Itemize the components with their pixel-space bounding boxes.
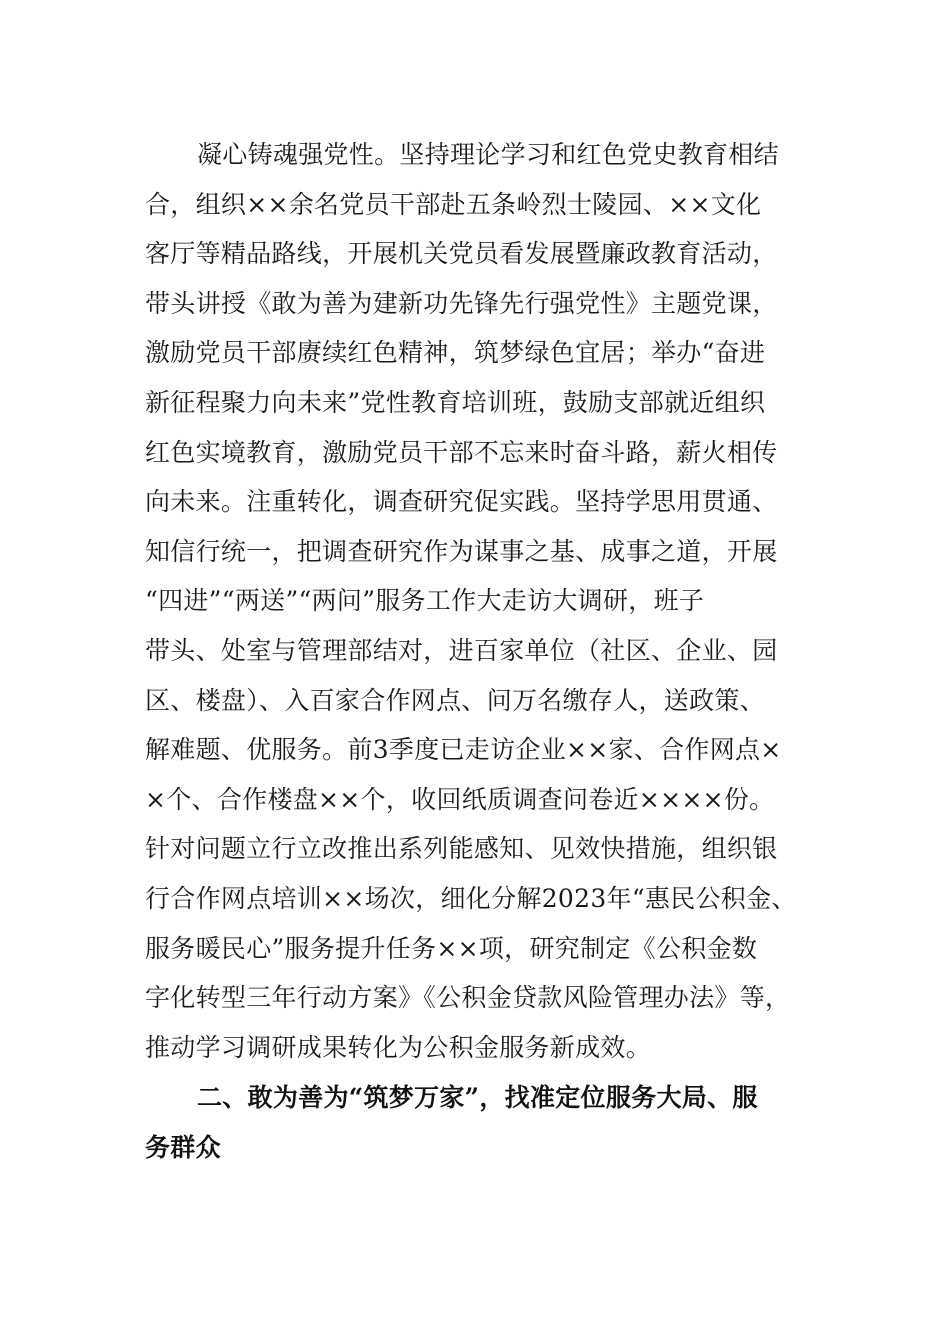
- paragraph-line: 推动学习调研成果转化为公积金服务新成效。: [145, 1032, 652, 1062]
- paragraph-line: 带头、处室与管理部结对，进百家单位（社区、企业、园: [145, 635, 778, 665]
- paragraph-line: 凝心铸魂强党性。坚持理论学习和红色党史教育相结: [197, 140, 779, 169]
- paragraph-line: ×个、合作楼盘××个，收回纸质调查问卷近××××份。: [145, 784, 775, 814]
- paragraph-line: 区、楼盘）、入百家合作网点、问万名缴存人，送政策、: [145, 685, 766, 715]
- paragraph-line: 客厅等精品路线，开展机关党员看发展暨廉政教育活动，: [145, 239, 778, 269]
- paragraph-line: 红色实境教育，激励党员干部不忘来时奋斗路，薪火相传: [145, 437, 778, 467]
- paragraph-line: 激励党员干部赓续红色精神，筑梦绿色宜居；举办“奋进: [145, 338, 766, 368]
- section-heading-line: 二、敢为善为“筑梦万家”，找准定位服务大局、服: [197, 1083, 758, 1112]
- paragraph-line: 合，组织××余名党员干部赴五条岭烈士陵园、××文化: [145, 189, 762, 219]
- paragraph-line: 服务暖民心”服务提升任务××项，研究制定《公积金数: [145, 933, 758, 963]
- paragraph-line: 向未来。注重转化，调查研究促实践。坚持学思用贯通、: [145, 487, 778, 517]
- paragraph-line: 新征程聚力向未来”党性教育培训班，鼓励支部就近组织: [145, 387, 766, 417]
- paragraph-line: “四进”“两送”“两问”服务工作大走访大调研，班子: [145, 586, 705, 616]
- body-paragraph: [145, 130, 810, 1072]
- paragraph-line: 字化转型三年行动方案》《公积金贷款风险管理办法》等，: [145, 983, 791, 1013]
- paragraph-line: 行合作网点培训××场次，细化分解2023年“惠民公积金、: [145, 883, 797, 913]
- section-heading: [145, 1073, 810, 1172]
- section-heading-line: 务群众: [145, 1132, 221, 1162]
- paragraph-line: 针对问题立行立改推出系列能感知、见效快措施，组织银: [145, 834, 778, 864]
- paragraph-line: 带头讲授《敢为善为建新功先锋先行强党性》主题党课，: [145, 288, 778, 318]
- paragraph-line: 知信行统一，把调查研究作为谋事之基、成事之道，开展: [145, 536, 778, 566]
- paragraph-line: 解难题、优服务。前3季度已走访企业××家、合作网点×: [145, 735, 782, 765]
